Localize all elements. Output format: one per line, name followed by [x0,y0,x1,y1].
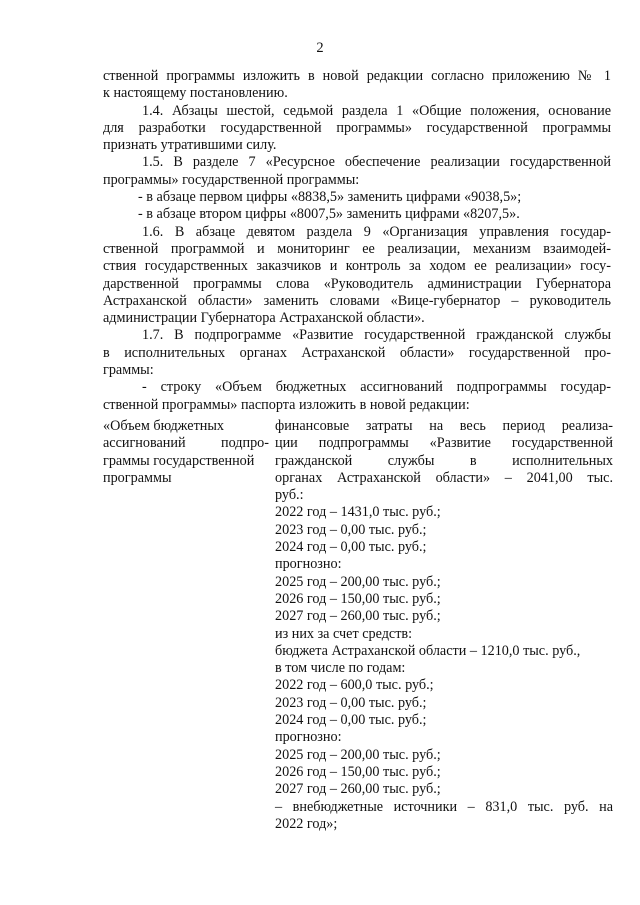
table-value-line: 2026 год – 150,00 тыс. руб.; [275,590,441,607]
table-value-line: 2022 год»; [275,815,338,832]
text-line: ственной программы изложить в новой редакции согласно приложению № 1 [103,68,611,84]
text-line: для разработки государственной программы» государственной программы [103,119,611,136]
table-value-line: из них за счет средств: [275,625,413,642]
table-label-cell [103,418,269,487]
paragraph-1-7 [103,327,611,413]
table-value-line: органах Астраханской области» – 2041,00 тыс. [275,469,613,486]
table-value-line: прогнозно: [275,729,342,746]
table-value-line: в том числе по годам: [275,660,406,677]
table-value-line: 2023 год – 0,00 тыс. руб.; [275,521,427,538]
table-value-line: 2022 год – 1431,0 тыс. руб.; [275,504,441,521]
table-value-line: 2025 год – 200,00 тыс. руб.; [275,573,441,590]
paragraph-1-5 [103,154,611,223]
text-line: 1.6. В абзаце девятом раздела 9 «Организация управления государ- [142,223,611,240]
table-value-line: прогнозно: [275,556,342,573]
table-value-line: 2024 год – 0,00 тыс. руб.; [275,712,427,729]
table-label-line: «Объем бюджетных [103,418,225,434]
table-value-line: 2027 год – 260,00 тыс. руб.; [275,608,441,625]
table-value-line: финансовые затраты на весь период реализа- [275,418,613,434]
text-line: граммы: [103,362,154,379]
text-line: к настоящему постановлению. [103,85,288,102]
text-line: администрации Губернатора Астраханской области». [103,310,425,327]
text-line: ственной программой и мониторинг ее реализации, механизм взаимодей- [103,240,611,257]
table-value-line: 2024 год – 0,00 тыс. руб.; [275,539,427,556]
text-line: ствия государственных заказчиков и контроль за ходом ее реализации» госу- [103,258,611,275]
table-value-line: руб.: [275,487,304,504]
table-value-line: 2022 год – 600,0 тыс. руб.; [275,677,434,694]
text-line: в исполнительных органах Астраханской области» государственной про- [103,344,611,361]
text-line: дарственной программы слова «Руководитель администрации Губернатора [103,275,611,292]
list-item: - в абзаце втором цифры «8007,5» заменить цифрами «8207,5». [138,206,520,223]
table-value-line: 2025 год – 200,00 тыс. руб.; [275,746,441,763]
text-line: 1.5. В разделе 7 «Ресурсное обеспечение реализации государственной [142,154,611,171]
table-value-line: 2027 год – 260,00 тыс. руб.; [275,781,441,798]
table-value-cell [275,418,613,833]
document-body [103,68,611,414]
text-line: 1.4. Абзацы шестой, седьмой раздела 1 «Общие положения, основание [142,102,611,119]
table-label-line: граммы государственной [103,452,255,469]
text-line: 1.7. В подпрограмме «Развитие государственной гражданской службы [142,327,611,344]
table-label-line: программы [103,469,172,486]
list-item: - в абзаце первом цифры «8838,5» заменить цифрами «9038,5»; [138,189,522,206]
paragraph-continuation [103,68,611,103]
table-value-line: бюджета Астраханской области – 1210,0 тыс. руб., [275,642,581,659]
paragraph-1-4 [103,103,611,155]
list-item: - строку «Объем бюджетных ассигнований подпрограммы государ- [142,379,611,396]
table-value-line: 2026 год – 150,00 тыс. руб.; [275,763,441,780]
text-line: ственной программы» паспорта изложить в новой редакции: [103,396,470,413]
table-value-line: гражданской службы в исполнительных [275,452,613,469]
table-value-line: – внебюджетные источники – 831,0 тыс. руб. на [275,798,613,815]
text-line: Астраханской области» заменить словами «Вице-губернатор – руководитель [103,292,611,309]
page-number: 2 [316,40,324,56]
table-value-line: 2023 год – 0,00 тыс. руб.; [275,694,427,711]
paragraph-1-6 [103,224,611,328]
text-line: программы» государственной программы: [103,171,360,188]
table-value-line: ции подпрограммы «Развитие государственной [275,435,613,452]
text-line: признать утратившими силу. [103,137,277,154]
table-label-line: ассигнований подпро- [103,435,269,452]
